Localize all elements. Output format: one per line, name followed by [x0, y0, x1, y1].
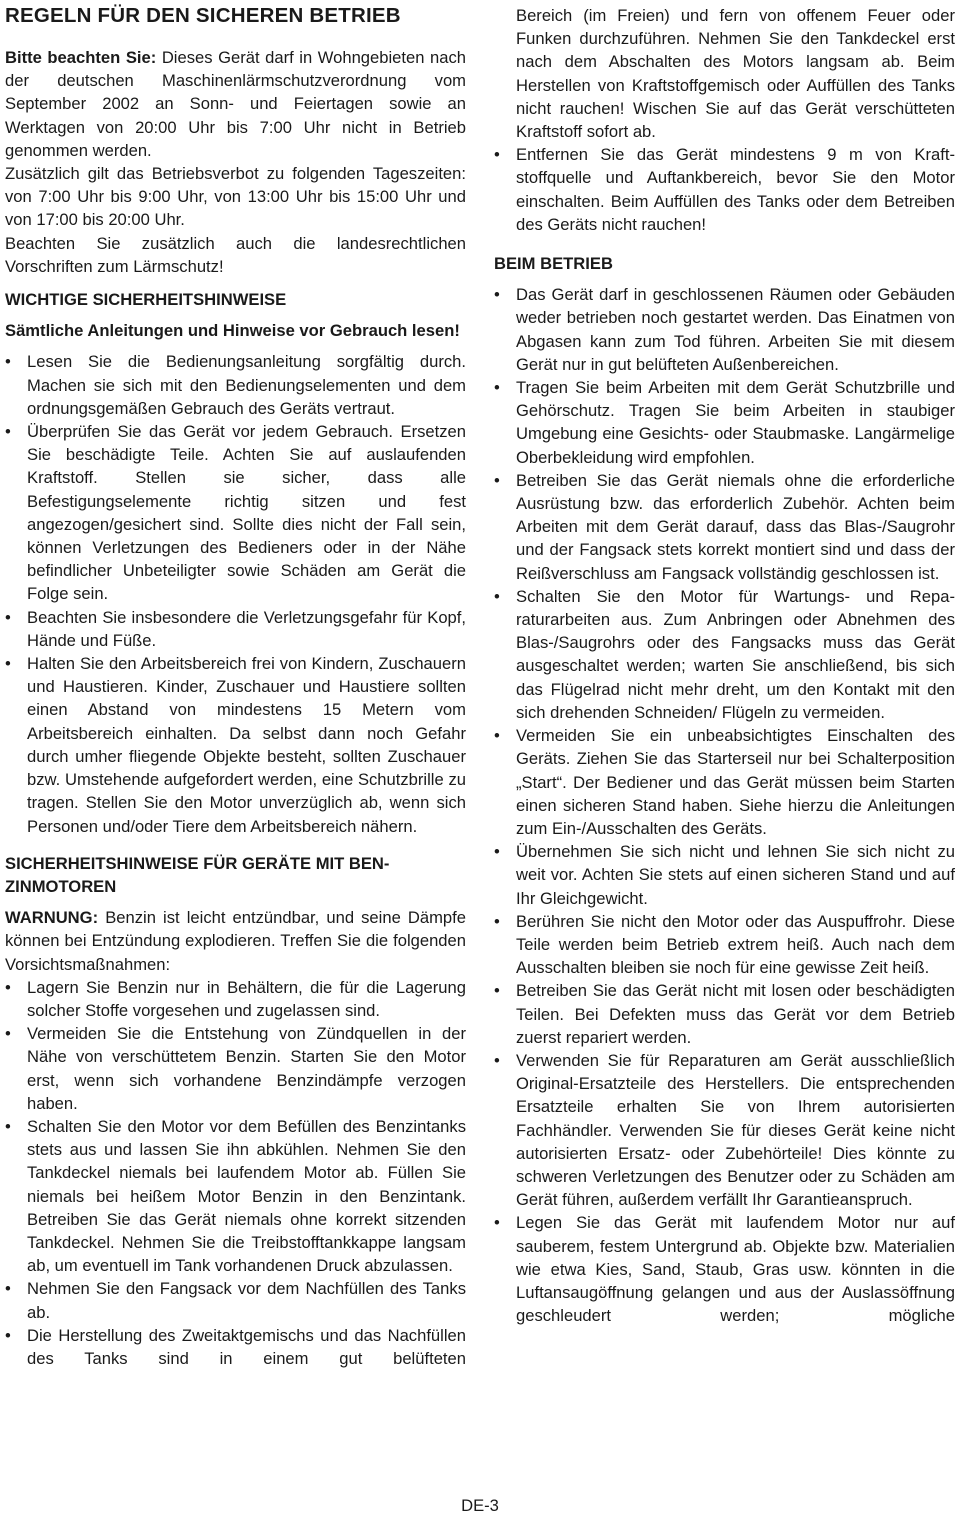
section-heading-safety: WICHTIGE SICHERHEITSHINWEISE: [5, 290, 287, 310]
list-item: • Vermeiden Sie die Entstehung von Zündquellen in der Nähe von verschüttetem Benzin. Starten Sie den Motor erst, wenn sich vorhandene Benzindämpfe verzogen haben.: [5, 1022, 466, 1115]
section-heading-petrol: SICHERHEITSHINWEISE FÜR GERÄTE MIT BENZINMOTOREN: [5, 853, 390, 896]
list-item: • Das Gerät darf in geschlossenen Räumen oder Gebäuden weder betrieben noch gestartet werden. Das Einatmen von Abgasen kann zum Tod führen. Arbeiten Sie mit diesem Gerät nur in gut belüfteten Außenbereichen.: [494, 283, 955, 376]
page-number: DE-3: [461, 1496, 499, 1515]
list-item: • Vermeiden Sie ein unbeabsichtigtes Einschalten des Geräts. Ziehen Sie das Starterseil nur bei Schalterposition „Start“. Der Bediener und das Gerät müssen beim Starten einen sicheren Stand haben. Siehe hierzu die Anleitungen zum Ein-/Ausschalten des Geräts.: [494, 724, 955, 840]
list-item: • Betreiben Sie das Gerät nicht mit losen oder beschädigten Teilen. Bei Defekten muss das Gerät vor dem Betrieb zuerst repariert werden.: [494, 979, 955, 1049]
list-item: • Legen Sie das Gerät mit laufendem Motor nur auf sauberem, festem Untergrund ab. Objekte bzw. Materialien wie etwa Kies, Sand, Staub, Gras usw. könnten in die Luftansaugöffnung gelangen und aus der Auslassöffnung geschleudert werden; mögliche: [494, 1211, 955, 1327]
right-column: [494, 4, 955, 1327]
list-item: • Entfernen Sie das Gerät mindestens 9 m von Kraftstoffquelle und Auftankbereich, bevor Sie den Motor einschalten. Beim Auffüllen des Tanks oder dem Betreiben des Geräts nicht rauchen!: [494, 143, 955, 236]
left-column: [5, 4, 466, 1370]
safety-list: [5, 350, 466, 837]
list-item: • Lagern Sie Benzin nur in Behältern, die für die Lagerung solcher Stoffe vorgesehen und zugelassen sind.: [5, 976, 466, 1022]
warning-label: WARNUNG:: [5, 908, 99, 928]
list-item: • Betreiben Sie das Gerät niemals ohne die erforderliche Ausrüstung bzw. das erforderlich Zubehör. Achten beim Arbeiten mit dem Gerät darauf, dass das Blas-/Saugrohr und der Fangsack stets korrekt montiert sind und dass der Reißverschluss am Fangsack vollständig geschlossen ist.: [494, 469, 955, 585]
operation-list: [494, 283, 955, 1327]
warning-text: Benzin ist leicht entzündbar, und seine Dämpfe können bei Entzündung explodieren. Treffen Sie die folgenden Vorsichtsmaßnahmen:: [5, 908, 466, 974]
intro-lead-text: Dieses Gerät darf in Wohngebieten nach der deutschen Maschinenlärmschutzverordnung vom September 2002 an Sonn- und Feiertagen sowie an Werktagen von 20:00 Uhr bis 7:00 Uhr nicht in Betrieb genommen werden.: [5, 48, 466, 160]
list-item: • Berühren Sie nicht den Motor oder das Auspuffrohr. Diese Teile werden beim Betrieb extrem heiß. Auch nach dem Ausschalten bleiben sie noch für eine gewisse Zeit heiß.: [494, 910, 955, 980]
intro-lead: Bitte beachten Sie:: [5, 48, 157, 67]
petrol-list: [5, 976, 466, 1370]
list-item: • Tragen Sie beim Arbeiten mit dem Gerät Schutzbrille und Gehörschutz. Tragen Sie beim Arbeiten in staubiger Umgebung eine Gesichts- oder Staubmaske. Langärmelige Oberbekleidung wird empfohlen.: [494, 376, 955, 469]
list-item: • Beachten Sie insbesondere die Verletzungsgefahr für Kopf, Hände und Füße.: [5, 606, 466, 652]
list-item: • Schalten Sie den Motor vor dem Befüllen des Benzintanks stets aus und lassen Sie ihn abkühlen. Nehmen Sie den Tankdeckel niemals bei laufendem Motor ab. Füllen Sie niemals bei heißem Motor Benzin in den Benzintank. Betreiben Sie das Gerät niemals ohne korrekt sitzenden Tankdeckel. Nehmen Sie die Treibstofftankkappe langsam ab, um eventuell im Tank vorhandenen Druck abzulassen.: [5, 1115, 466, 1277]
list-item: • Übernehmen Sie sich nicht und lehnen Sie sich nicht zu weit vor. Achten Sie stets auf einen sicheren Stand und auf Ihr Gleichgewicht.: [494, 840, 955, 910]
list-item: • Nehmen Sie den Fangsack vor dem Nachfüllen des Tanks ab.: [5, 1277, 466, 1323]
list-item: • Schalten Sie den Motor für Wartungs- und Reparaturarbeiten aus. Zum Anbringen oder Abnehmen des Blas-/Saugrohrs oder des Fangsacks muss das Gerät ausgeschaltet werden; warten Sie anschließend, bis sich das Flügelrad nicht mehr dreht, um den Kontakt mit den sich drehenden Schneiden/ Flügeln zu vermeiden.: [494, 585, 955, 724]
list-item: • Lesen Sie die Bedienungsanleitung sorgfältig durch. Machen sie sich mit den Bedienungselementen und dem ordnungsgemäßen Gebrauch des Geräts vertraut.: [5, 350, 466, 420]
continued-paragraph: Bereich (im Freien) und fern von offenem Feuer oder Funken durchzuführen. Nehmen Sie den Tankdeckel erst nach dem Abschalten des Motors langsam ab. Beim Herstellen von Kraftstoffgemisch oder Auffüllen des Tanks nicht rauchen! Wischen Sie auf das Gerät verschütteten Kraftstoff sofort ab.: [516, 6, 955, 142]
intro-paragraph-3: Beachten Sie zusätzlich auch die landesrechtlichen Vorschriften zum Lärmschutz!: [5, 233, 466, 276]
section-heading-operation: BEIM BETRIEB: [494, 254, 613, 274]
list-item: • Halten Sie den Arbeitsbereich frei von Kindern, Zuschauern und Haustieren. Kinder, Zuschauer und Haustiere sollten einen Abstand von mindestens 15 Metern vom Arbeitsbereich einhalten. Da selbst dann noch Gefahr durch umher fliegende Objekte besteht, sollten Zuschauer bzw. Umstehende aufgefordert werden, eine Schutzbrille zu tragen. Stellen Sie den Motor unverzüglich ab, wenn sich Personen und/oder Tiere dem Arbeitsbereich nähern.: [5, 652, 466, 838]
section-subheading: Sämtliche Anleitungen und Hinweise vor Gebrauch lesen!: [5, 321, 460, 341]
petrol-list-continued: [494, 143, 955, 236]
list-item: • Verwenden Sie für Reparaturen am Gerät ausschließlich Original-Ersatzteile des Herstellers. Die entsprechenden Ersatzteile erhalten Sie von Ihrem autorisierten Fachhändler. Verwenden Sie für dieses Gerät keine nicht autorisierten Ersatz- oder Zubehörteile! Dies könnte zu schweren Verletzungen des Benutzer oder zu Schäden am Gerät führen, außerdem verfällt Ihr Garantieanspruch.: [494, 1049, 955, 1211]
list-item: • Die Herstellung des Zweitaktgemischs und das Nachfüllen des Tanks sind in einem gut belüfteten: [5, 1324, 466, 1370]
page-title: REGELN FÜR DEN SICHEREN BETRIEB: [5, 4, 401, 27]
intro-paragraph-2: Zusätzlich gilt das Betriebsverbot zu folgenden Tageszeiten: von 7:00 Uhr bis 9:00 Uhr, von 13:00 Uhr bis 15:00 Uhr und von 17:00 bis 20:00 Uhr.: [5, 164, 466, 230]
list-item: • Überprüfen Sie das Gerät vor jedem Gebrauch. Ersetzen Sie beschädigte Teile. Achten Sie auf auslaufenden Kraftstoff. Stellen sie sicher, dass alle Befestigungselemente richtig sitzen und fest angezogen/gesichert sind. Sollte dies nicht der Fall sein, können Verletzungen des Bedieners oder in der Nähe befindlicher Unbeteiligter sowie Schäden am Gerät die Folge sein.: [5, 420, 466, 606]
warning-paragraph: [5, 906, 466, 976]
intro-paragraph: [5, 46, 466, 162]
